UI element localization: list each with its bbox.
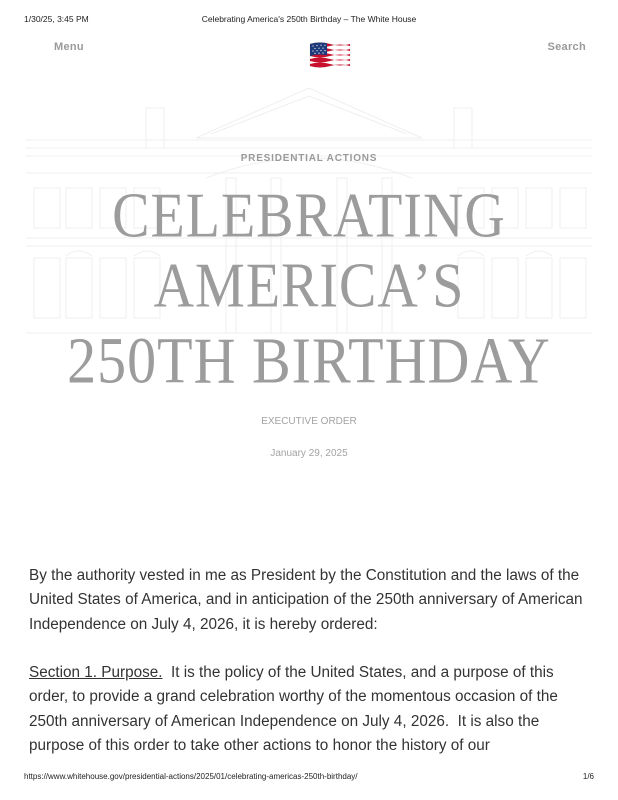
title-line-3: 250TH BIRTHDAY xyxy=(67,323,551,398)
menu-button[interactable]: Menu xyxy=(54,41,84,53)
page-title xyxy=(0,180,618,398)
document-type: EXECUTIVE ORDER xyxy=(261,416,357,427)
title-line-1: CELEBRATING xyxy=(112,180,506,252)
article-body xyxy=(29,564,589,783)
print-header xyxy=(24,14,594,28)
section-1-text: It is the policy of the United States, and a purpose of this order, to provide a grand celebration worthy of the momentous occasion of the 250th anniversary of American Independence on July 4, 2026. It is also the purpose of this order to take other actions to honor the history of our xyxy=(29,664,563,755)
page-number: 1/6 xyxy=(582,772,594,781)
print-footer xyxy=(24,772,594,784)
search-button[interactable]: Search xyxy=(547,41,586,53)
page-url: https://www.whitehouse.gov/presidential-actions/2025/01/celebrating-americas-250th-birthday/ xyxy=(24,772,358,781)
publish-date: January 29, 2025 xyxy=(270,448,348,459)
intro-paragraph: By the authority vested in me as President by the Constitution and the laws of the United States of America, and in anticipation of the 250th anniversary of American Independence on July 4, 2026, it is hereby ordered: xyxy=(29,567,583,633)
print-page-title: Celebrating America's 250th Birthday – The White House xyxy=(201,14,417,24)
title-line-2: AMERICA’S xyxy=(153,250,465,322)
print-datetime: 1/30/25, 3:45 PM xyxy=(24,14,89,24)
category-label[interactable]: PRESIDENTIAL ACTIONS xyxy=(240,153,378,164)
american-flag-icon[interactable] xyxy=(308,40,352,70)
section-1-paragraph xyxy=(29,661,589,758)
section-1-heading: Section 1. Purpose. xyxy=(29,664,163,682)
